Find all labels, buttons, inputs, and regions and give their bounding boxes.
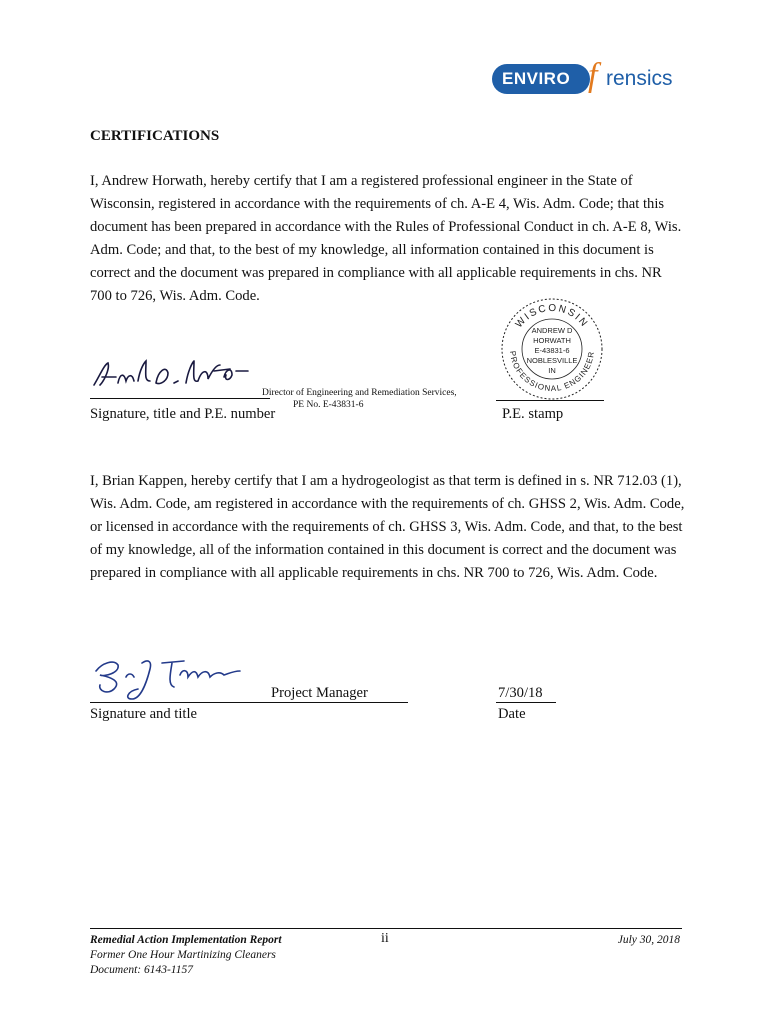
- pe-stamp-seal: [500, 297, 604, 401]
- footer-site-name: Former One Hour Martinizing Cleaners: [90, 949, 276, 961]
- hydrogeologist-certification-text: I, Brian Kappen, hereby certify that I am a hydrogeologist as that term is defined in s. NR 712.03 (1), Wis. Adm. Code, am registered in accordance with the requirements of ch. GHSS 2, Wis. Adm. Code, or licensed in accordance with the requirements of ch. GHSS 3, Wis. Adm. Code, and that, to the best of my knowledge, all of the information contained in this document is correct and the document was prepared in compliance with all applicable requirements in chs. NR 700 to 726, Wis. Adm. Code.: [90, 473, 685, 581]
- stamp-line4: NOBLESVILLE: [526, 356, 578, 365]
- engineer-title-line2: PE No. E-43831-6: [293, 400, 364, 410]
- engineer-certification-text: I, Andrew Horwath, hereby certify that I am a registered professional engineer in the State of Wisconsin, registered in accordance with the requirements of ch. A-E 4, Wis. Adm. Code; that this document has been prepared in accordance with the Rules of Professional Conduct in ch. A-E 8, Wis. Adm. Code; and that, to the best of my knowledge, all information contained in this document is correct and the document was prepared in compliance with all applicable requirements in chs. NR 700 to 726, Wis. Adm. Code.: [90, 173, 682, 304]
- footer-rule: [90, 928, 682, 929]
- stamp-line2: HORWATH: [533, 336, 571, 345]
- logo-rensics-text: rensics: [606, 67, 673, 90]
- footer-date: July 30, 2018: [617, 934, 680, 946]
- signature-line-2: [90, 702, 408, 703]
- logo-enviro-text: ENVIRO: [502, 69, 571, 88]
- page-title: CERTIFICATIONS: [90, 128, 220, 144]
- signed-date: 7/30/18: [498, 685, 543, 701]
- signature-title-label: Signature, title and P.E. number: [90, 406, 276, 422]
- stamp-line5: IN: [548, 366, 556, 375]
- company-logo: [492, 58, 672, 104]
- footer-report-title: Remedial Action Implementation Report: [90, 934, 282, 946]
- stamp-bottom-text: PROFESSIONAL ENGINEER: [507, 350, 597, 394]
- date-line: [496, 702, 556, 703]
- stamp-line1: ANDREW D: [531, 326, 573, 335]
- hydrogeologist-title: Project Manager: [271, 685, 368, 701]
- pe-stamp-label: P.E. stamp: [502, 406, 564, 422]
- page-number: ii: [381, 931, 389, 946]
- logo-f-text: f: [588, 57, 598, 94]
- footer-document-number: Document: 6143-1157: [90, 964, 193, 976]
- stamp-top-text: WISCONSIN: [513, 302, 591, 331]
- signature-and-title-label: Signature and title: [90, 706, 197, 722]
- signature-line: [90, 398, 270, 399]
- hydrogeologist-signature: [92, 655, 252, 703]
- engineer-title-line1: Director of Engineering and Remediation Services,: [262, 388, 457, 398]
- engineer-signature: [90, 355, 250, 395]
- date-label: Date: [498, 706, 526, 722]
- stamp-line: [496, 400, 604, 401]
- stamp-line3: E-43831-6: [534, 346, 570, 355]
